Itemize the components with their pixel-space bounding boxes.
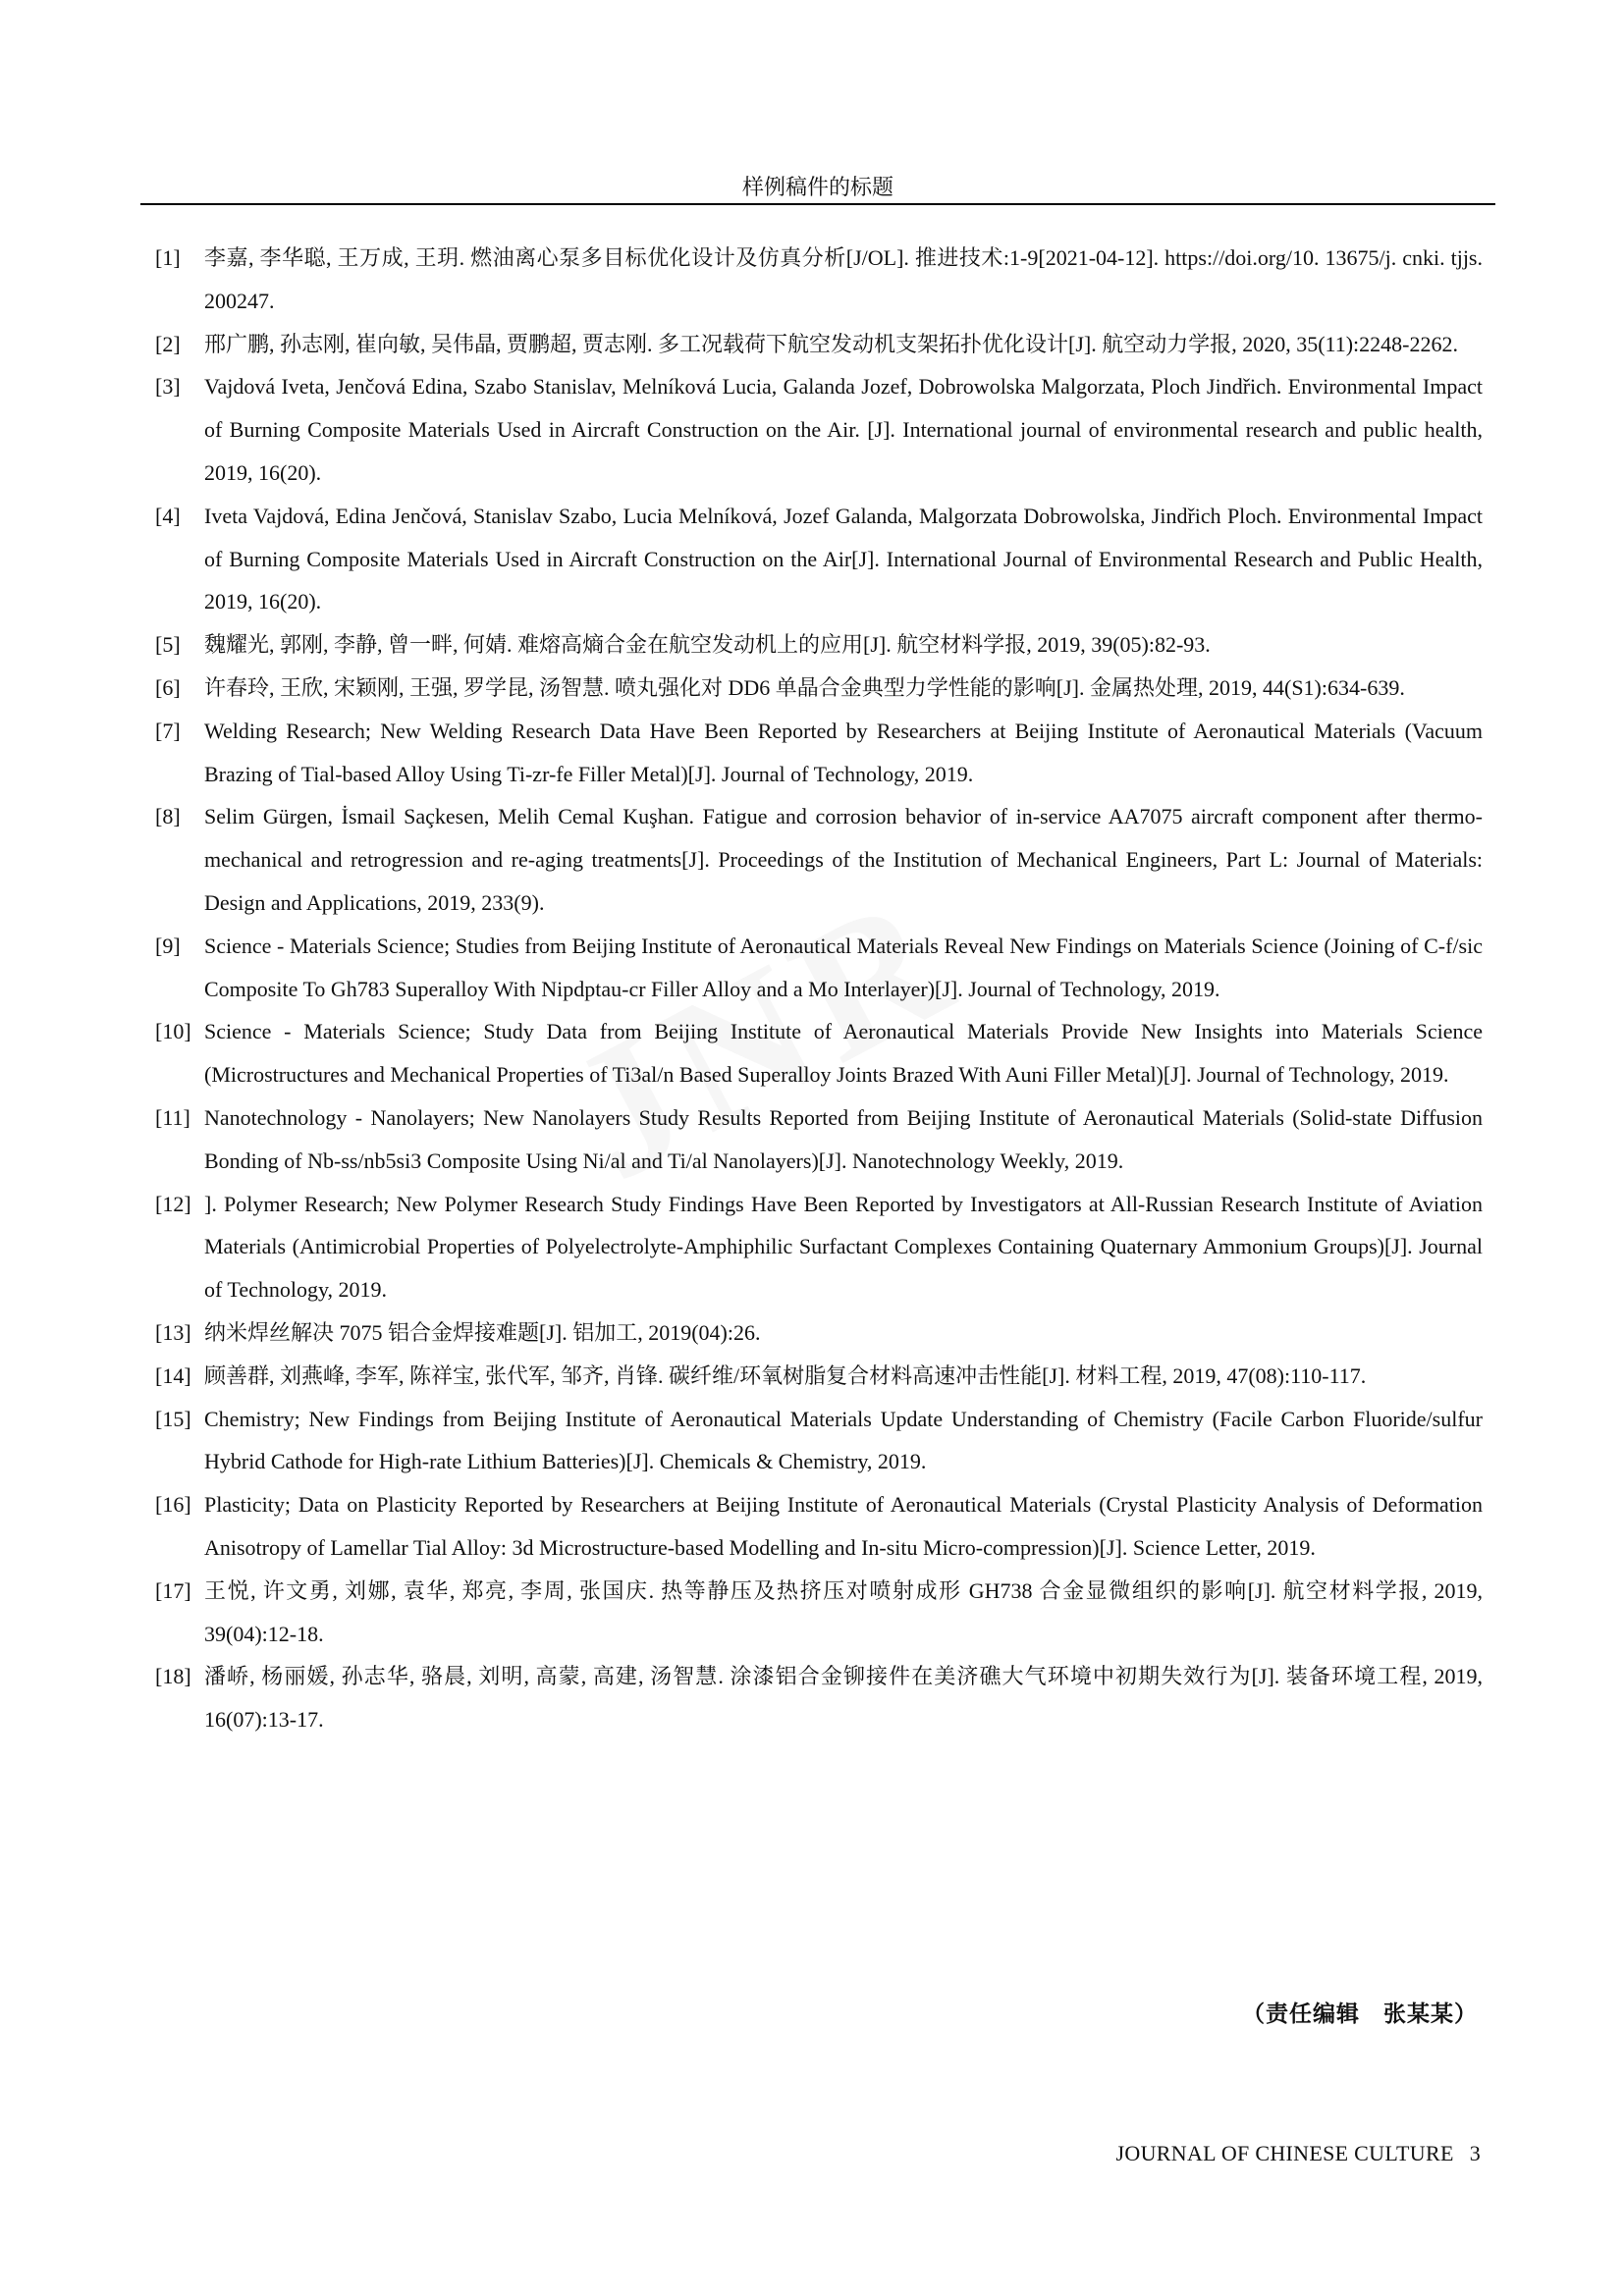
reference-text: 王悦, 许文勇, 刘娜, 袁华, 郑亮, 李周, 张国庆. 热等静压及热挤压对喷射成形 GH738 合金显微组织的影响[J]. 航空材料学报, 2019, 39(04):12-18. bbox=[204, 1577, 1483, 1646]
reference-number: [15] bbox=[155, 1406, 191, 1431]
page-footer bbox=[982, 2140, 1481, 2167]
reference-list bbox=[155, 237, 1483, 1741]
reference-number: [6] bbox=[155, 674, 181, 700]
reference-text: Chemistry; New Findings from Beijing Institute of Aeronautical Materials Update Understanding of Chemistry (Facile Carbon Fluoride/sulfur Hybrid Cathode for High-rate Lithium Batteries)[J]. Chemicals & Chemistry, 2019. bbox=[204, 1406, 1483, 1474]
reference-item bbox=[155, 1010, 1483, 1096]
reference-number: [12] bbox=[155, 1191, 191, 1216]
reference-text: ]. Polymer Research; New Polymer Research Study Findings Have Been Reported by Investigators at All-Russian Research Institute of Aviation Materials (Antimicrobial Properties of Polyelectrolyte-Amphiphilic Surfactant Complexes Containing Quaternary Ammonium Groups)[J]. Journal of Technology, 2019. bbox=[204, 1191, 1483, 1303]
reference-text: 潘峤, 杨丽媛, 孙志华, 骆晨, 刘明, 高蒙, 高建, 汤智慧. 涂漆铝合金铆接件在美济礁大气环境中初期失效行为[J]. 装备环境工程, 2019, 16(07):13-17. bbox=[204, 1664, 1483, 1733]
reference-text: 李嘉, 李华聪, 王万成, 王玥. 燃油离心泵多目标优化设计及仿真分析[J/OL]. 推进技术:1-9[2021-04-12]. https://doi.org/10. 13675/j. cnki. tjjs. 200247. bbox=[204, 245, 1483, 313]
header-divider bbox=[140, 203, 1495, 205]
reference-text: Plasticity; Data on Plasticity Reported by Researchers at Beijing Institute of Aeronautical Materials (Crystal Plasticity Analysis of Deformation Anisotropy of Lamellar Tial Alloy: 3d Microstructure-based Modelling and In-situ Micro-compression)[J]. Science Letter, 2019. bbox=[204, 1492, 1483, 1560]
reference-number: [17] bbox=[155, 1577, 191, 1603]
reference-number: [14] bbox=[155, 1362, 191, 1388]
reference-number: [5] bbox=[155, 632, 181, 658]
reference-item bbox=[155, 1355, 1483, 1398]
reference-number: [7] bbox=[155, 718, 181, 743]
reference-text: Science - Materials Science; Study Data from Beijing Institute of Aeronautical Materials Provide New Insights into Materials Science (Microstructures and Mechanical Properties of Ti3al/n Based Superalloy Joints Brazed With Auni Filler Metal)[J]. Journal of Technology, 2019. bbox=[204, 1019, 1483, 1088]
reference-text: 顾善群, 刘燕峰, 李军, 陈祥宝, 张代军, 邹齐, 肖锋. 碳纤维/环氧树脂复合材料高速冲击性能[J]. 材料工程, 2019, 47(08):110-117. bbox=[204, 1362, 1367, 1388]
reference-item bbox=[155, 1570, 1483, 1656]
reference-item bbox=[155, 365, 1483, 494]
reference-item bbox=[155, 925, 1483, 1011]
reference-number: [18] bbox=[155, 1664, 191, 1689]
reference-text: 许春玲, 王欣, 宋颖刚, 王强, 罗学昆, 汤智慧. 喷丸强化对 DD6 单晶合金典型力学性能的影响[J]. 金属热处理, 2019, 44(S1):634-639. bbox=[204, 674, 1405, 700]
reference-item bbox=[155, 1483, 1483, 1570]
reference-item bbox=[155, 710, 1483, 796]
reference-text: Selim Gürgen, İsmail Saçkesen, Melih Cemal Kuşhan. Fatigue and corrosion behavior of in-service AA7075 aircraft component after thermo-mechanical and retrogression and re-aging treatments[J]. Proceedings of the Institution of Mechanical Engineers, Part L: Journal of Materials: Design and Applications, 2019, 233(9). bbox=[204, 804, 1483, 915]
reference-text: Nanotechnology - Nanolayers; New Nanolayers Study Results Reported from Beijing Institute of Aeronautical Materials (Solid-state Diffusion Bonding of Nb-ss/nb5si3 Composite Using Ni/al and Ti/al Nanolayers)[J]. Nanotechnology Weekly, 2019. bbox=[204, 1104, 1483, 1173]
journal-name: JOURNAL OF CHINESE CULTURE bbox=[1115, 2141, 1454, 2165]
reference-item bbox=[155, 623, 1483, 667]
reference-item bbox=[155, 795, 1483, 924]
reference-item bbox=[155, 1183, 1483, 1311]
page-number: 3 bbox=[1469, 2141, 1481, 2165]
reference-text: 邢广鹏, 孙志刚, 崔向敏, 吴伟晶, 贾鹏超, 贾志刚. 多工况载荷下航空发动机支架拓扑优化设计[J]. 航空动力学报, 2020, 35(11):2248-2262. bbox=[204, 331, 1458, 356]
reference-number: [13] bbox=[155, 1319, 191, 1345]
reference-number: [3] bbox=[155, 374, 181, 400]
reference-item bbox=[155, 1655, 1483, 1741]
reference-number: [9] bbox=[155, 933, 181, 958]
reference-number: [2] bbox=[155, 331, 181, 356]
reference-text: Vajdová Iveta, Jenčová Edina, Szabo Stanislav, Melníková Lucia, Galanda Jozef, Dobrowolska Malgorzata, Ploch Jindřich. Environmental Impact of Burning Composite Materials Used in Aircraft Construction on the Air. [J]. International journal of environmental research and public health, 2019, 16(20). bbox=[204, 374, 1483, 485]
running-title: 样例稿件的标题 bbox=[741, 175, 893, 199]
reference-text: Science - Materials Science; Studies from Beijing Institute of Aeronautical Materials Reveal New Findings on Materials Science (Joining of C-f/sic Composite To Gh783 Superalloy With Nipdptau-cr Filler Alloy and a Mo Interlayer)[J]. Journal of Technology, 2019. bbox=[204, 933, 1483, 1001]
responsible-editor: （责任编辑 张某某） bbox=[1242, 2002, 1478, 2027]
reference-text: Iveta Vajdová, Edina Jenčová, Stanislav Szabo, Lucia Melníková, Jozef Galanda, Malgorzata Dobrowolska, Jindřich Ploch. Environmental Impact of Burning Composite Materials Used in Aircraft Construction on the Air[J]. International Journal of Environmental Research and Public Health, 2019, 16(20). bbox=[204, 503, 1483, 614]
reference-number: [4] bbox=[155, 503, 181, 528]
reference-item bbox=[155, 1398, 1483, 1484]
reference-text: 纳米焊丝解决 7075 铝合金焊接难题[J]. 铝加工, 2019(04):26. bbox=[204, 1319, 761, 1345]
reference-item bbox=[155, 667, 1483, 710]
reference-number: [8] bbox=[155, 804, 181, 829]
reference-number: [10] bbox=[155, 1019, 191, 1044]
reference-number: [16] bbox=[155, 1492, 191, 1518]
reference-number: [11] bbox=[155, 1104, 190, 1130]
reference-item bbox=[155, 1096, 1483, 1183]
reference-number: [1] bbox=[155, 245, 181, 270]
reference-item bbox=[155, 237, 1483, 323]
reference-text: 魏耀光, 郭刚, 李静, 曾一畔, 何婧. 难熔高熵合金在航空发动机上的应用[J]. 航空材料学报, 2019, 39(05):82-93. bbox=[204, 632, 1211, 658]
reference-item bbox=[155, 1311, 1483, 1355]
reference-text: Welding Research; New Welding Research Data Have Been Reported by Researchers at Beijing Institute of Aeronautical Materials (Vacuum Brazing of Tial-based Alloy Using Ti-zr-fe Filler Metal)[J]. Journal of Technology, 2019. bbox=[204, 718, 1483, 786]
reference-item bbox=[155, 495, 1483, 623]
reference-item bbox=[155, 323, 1483, 366]
